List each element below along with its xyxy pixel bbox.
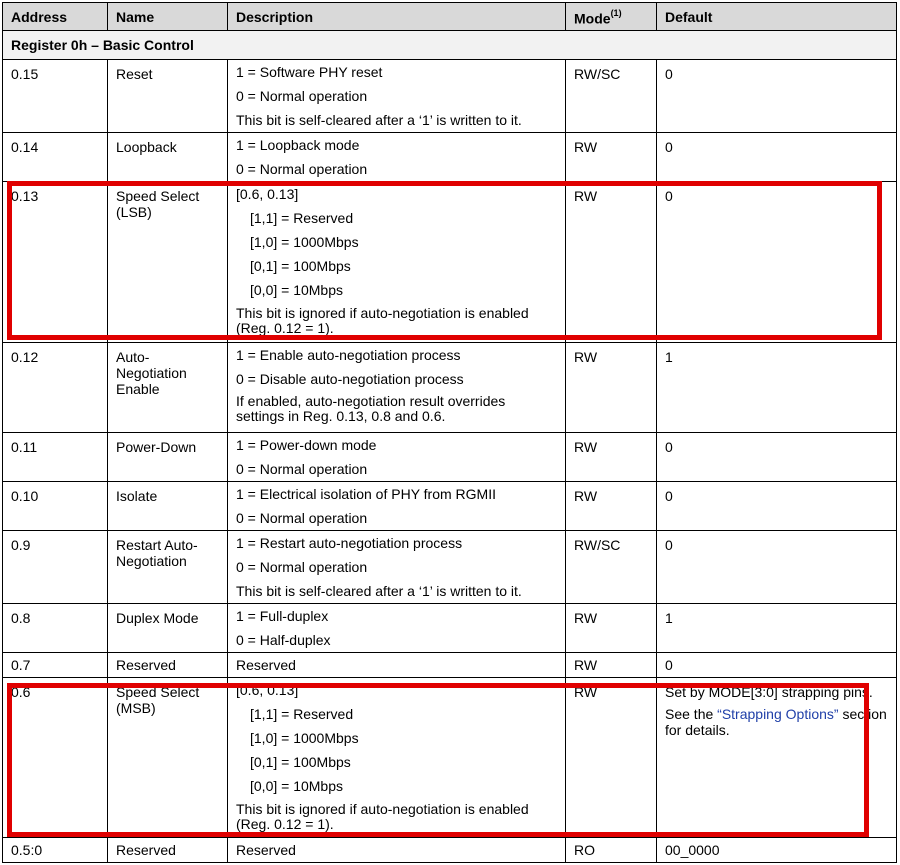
description-line: 0 = Normal operation [236, 161, 368, 177]
section-row [3, 31, 897, 60]
name-cell: Speed Select (MSB) [108, 678, 228, 838]
description-cell [228, 678, 566, 838]
description-line: 1 = Restart auto-negotiation process [236, 535, 463, 551]
description-cell [228, 133, 566, 182]
default-cell: 1 [657, 343, 897, 433]
description-cell [228, 531, 566, 604]
register-table [2, 2, 897, 863]
description-line: 0 = Disable auto-negotiation process [236, 371, 464, 387]
header-mode-footnote: (1) [610, 7, 622, 18]
description-option: [1,0] = 1000Mbps [250, 730, 359, 746]
table-row [3, 653, 897, 678]
address-cell: 0.12 [3, 343, 108, 433]
description-option: [1,1] = Reserved [250, 706, 354, 722]
description-line: 1 = Electrical isolation of PHY from RGMII [236, 486, 496, 502]
address-cell: 0.11 [3, 433, 108, 482]
default-cell: 0 [657, 433, 897, 482]
name-cell: Restart Auto-Negotiation [108, 531, 228, 604]
header-name: Name [108, 3, 228, 31]
description-line: [0.6, 0.13] [236, 186, 299, 202]
description-cell [228, 653, 566, 678]
description-cell [228, 604, 566, 653]
default-cell [657, 653, 897, 678]
address-cell: 0.15 [3, 60, 108, 133]
description-line: 1 = Enable auto-negotiation process [236, 347, 461, 363]
description-line: 1 = Software PHY reset [236, 64, 383, 80]
description-option: [1,1] = Reserved [250, 210, 354, 226]
mode-cell: RW [566, 433, 657, 482]
table-row [3, 433, 897, 482]
table-row [3, 838, 897, 863]
address-text: 0.5:0 [11, 842, 43, 858]
table-row [3, 531, 897, 604]
address-cell: 0.10 [3, 482, 108, 531]
mode-cell: RW/SC [566, 60, 657, 133]
table-row [3, 182, 897, 343]
default-reference-pre: See the [665, 706, 718, 722]
description-note: This bit is ignored if auto-negotiation is enabled (Reg. 0.12 = 1). [236, 305, 529, 336]
address-cell: 0.14 [3, 133, 108, 182]
address-cell [3, 838, 108, 863]
name-cell [108, 653, 228, 678]
address-cell: 0.6 [3, 678, 108, 838]
description-option: [0,0] = 10Mbps [250, 282, 344, 298]
name-cell: Loopback [108, 133, 228, 182]
mode-text: RO [574, 842, 595, 858]
header-default: Default [657, 3, 897, 31]
description-line: [0.6, 0.13] [236, 682, 299, 698]
description-line: 1 = Full-duplex [236, 608, 329, 624]
name-cell: Isolate [108, 482, 228, 531]
mode-cell: RW [566, 343, 657, 433]
header-mode-label: Mode [574, 10, 611, 27]
description-cell [228, 343, 566, 433]
table-header-row [3, 3, 897, 31]
description-cell [228, 433, 566, 482]
description-line: Reserved [236, 657, 296, 673]
default-cell [657, 838, 897, 863]
mode-cell [566, 653, 657, 678]
default-reference-post: section for details. [665, 706, 887, 738]
description-cell [228, 182, 566, 343]
default-cell: 1 [657, 604, 897, 653]
address-cell [3, 653, 108, 678]
header-mode [566, 3, 657, 31]
default-cell: 0 [657, 60, 897, 133]
name-text: Reserved [116, 842, 176, 858]
mode-cell: RW [566, 678, 657, 838]
description-note: This bit is ignored if auto-negotiation is enabled (Reg. 0.12 = 1). [236, 801, 529, 832]
description-option: [1,0] = 1000Mbps [250, 234, 359, 250]
table-row [3, 482, 897, 531]
mode-cell: RW [566, 182, 657, 343]
description-option: [0,0] = 10Mbps [250, 778, 344, 794]
table-row [3, 604, 897, 653]
description-option: [0,1] = 100Mbps [250, 258, 351, 274]
description-cell [228, 838, 566, 863]
description-line: 0 = Normal operation [236, 461, 368, 477]
default-text: Set by MODE[3:0] strapping pins. [665, 684, 873, 700]
description-line: 0 = Normal operation [236, 510, 368, 526]
header-address: Address [3, 3, 108, 31]
table-row [3, 343, 897, 433]
table-row [3, 60, 897, 133]
description-note: This bit is self-cleared after a ‘1’ is written to it. [236, 583, 522, 599]
description-line: 0 = Normal operation [236, 88, 368, 104]
description-line: Reserved [236, 842, 296, 858]
name-cell: Reset [108, 60, 228, 133]
address-text: 0.7 [11, 657, 31, 673]
description-cell [228, 482, 566, 531]
name-cell: Speed Select (LSB) [108, 182, 228, 343]
mode-cell [566, 838, 657, 863]
header-description: Description [228, 3, 566, 31]
mode-cell: RW [566, 604, 657, 653]
default-cell: 0 [657, 182, 897, 343]
section-title: Register 0h – Basic Control [3, 31, 897, 60]
description-line: 1 = Power-down mode [236, 437, 377, 453]
default-cell: 0 [657, 133, 897, 182]
default-cell: 0 [657, 482, 897, 531]
mode-cell: RW [566, 482, 657, 531]
name-cell: Auto-Negotiation Enable [108, 343, 228, 433]
strapping-options-link[interactable]: “Strapping Options” [717, 706, 839, 722]
mode-cell: RW/SC [566, 531, 657, 604]
name-text: Reserved [116, 657, 176, 673]
name-cell: Duplex Mode [108, 604, 228, 653]
description-option: [0,1] = 100Mbps [250, 754, 351, 770]
description-note: This bit is self-cleared after a ‘1’ is written to it. [236, 112, 522, 128]
mode-text: RW [574, 657, 598, 673]
table-row [3, 678, 897, 838]
mode-cell: RW [566, 133, 657, 182]
table-row [3, 133, 897, 182]
default-reference [665, 700, 888, 738]
default-text: 0 [665, 657, 673, 673]
name-cell [108, 838, 228, 863]
address-cell: 0.8 [3, 604, 108, 653]
description-line: 1 = Loopback mode [236, 137, 360, 153]
address-cell: 0.13 [3, 182, 108, 343]
name-cell: Power-Down [108, 433, 228, 482]
description-line: 0 = Normal operation [236, 559, 368, 575]
description-cell [228, 60, 566, 133]
description-note: If enabled, auto-negotiation result overrides settings in Reg. 0.13, 0.8 and 0.6. [236, 393, 506, 424]
default-cell: 0 [657, 531, 897, 604]
default-cell [657, 678, 897, 838]
description-line: 0 = Half-duplex [236, 632, 331, 648]
address-cell: 0.9 [3, 531, 108, 604]
default-text: 00_0000 [665, 842, 720, 858]
